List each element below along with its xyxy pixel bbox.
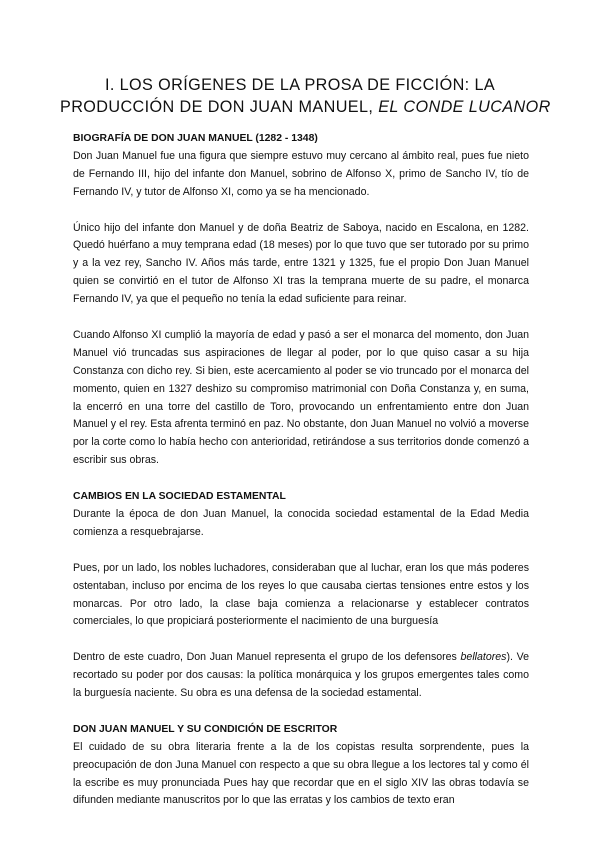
paragraph: Don Juan Manuel fue una figura que siempre estuvo muy cercano al ámbito real, pues fue nieto de Fernando III, hijo del infante don Manuel, sobrino de Alfonso X, primo de Sancho IV, tío de Fernando IV, y tutor de Alfonso XI, como ya se ha mencionado.	[73, 149, 529, 198]
section-cambios	[73, 488, 529, 703]
paragraph: Pues, por un lado, los nobles luchadores, consideraban que al luchar, eran los que más poderes ostentaban, incluso por encima de los reyes lo que causaba ciertas tensiones entre estos y los monarcas. Por otro lado, la clase baja comienza a relacionarse y establecer contratos comerciales, lo que propiciará posteriormente el nacimiento de una burguesía	[73, 561, 529, 628]
section-heading: BIOGRAFÍA DE DON JUAN MANUEL (1282 - 1348)	[73, 133, 318, 144]
document-title	[60, 74, 551, 118]
title-line-2	[60, 96, 551, 118]
section-biografia	[73, 130, 529, 470]
paragraph: El cuidado de su obra literaria frente a la de los copistas resulta sorprendente, pues la preocupación de don Juna Manuel con respecto a que su obra llegue a los lectores tal y como él la escribe es muy pronunciada Pues hay que recordar que en el siglo XIV las obras todavía se difunden mediante manuscritos por lo que las erratas y los cambios de texto eran	[73, 740, 529, 807]
italic-term: bellatores	[460, 651, 507, 664]
section-escritor	[73, 721, 529, 811]
paragraph: Durante la época de don Juan Manuel, la conocida sociedad estamental de la Edad Media comienza a resquebrajarse.	[73, 507, 529, 538]
title-line-1: I. LOS ORÍGENES DE LA PROSA DE FICCIÓN: LA	[104, 76, 496, 94]
section-heading: CAMBIOS EN LA SOCIEDAD ESTAMENTAL	[73, 491, 286, 503]
paragraph-text: Dentro de este cuadro, Don Juan Manuel representa el grupo de los defensores	[73, 651, 457, 664]
document-body	[73, 130, 529, 810]
paragraph	[73, 649, 529, 703]
paragraph-text: ). Ve recortado su poder por dos causas: la política monárquica y los grupos emergentes tales como la burguesía naciente. Su obra es una defensa de la sociedad estamental.	[73, 651, 529, 700]
title-line-2-text: PRODUCCIÓN DE DON JUAN MANUEL,	[60, 98, 374, 116]
title-work-name: EL CONDE LUCANOR	[378, 98, 551, 116]
paragraph: Único hijo del infante don Manuel y de doña Beatriz de Saboya, nacido en Escalona, en 1282. Quedó huérfano a muy temprana edad (18 meses) por lo que tuvo que ser tutorado por su primo y a la vez rey, Sancho IV. Años más tarde, entre 1321 y 1325, fue el propio Don Juan Manuel quien se convirtió en el tutor de Alfonso XI tras la temprana muerte de su padre, el monarca Fernando IV, ya que el pequeño no tenía la edad suficiente para reinar.	[73, 221, 529, 306]
paragraph: Cuando Alfonso XI cumplió la mayoría de edad y pasó a ser el monarca del momento, don Juan Manuel vió truncadas sus aspiraciones de llegar al poder, por lo que quiso casar a su hija Constanza con dicho rey. Si bien, este acercamiento al poder se vio truncado por el monarca del momento, quien en 1327 deshizo su compromiso matrimonial con Doña Constanza y, en suma, la encerró en una torre del castillo de Toro, provocando un enfrentamiento entre don Juan Manuel y el rey. Esta afrenta terminó en paz. No obstante, don Juan Manuel no volvió a moverse por la corte como lo había hecho con anterioridad, retirándose a sus territorios donde comenzó a escribir sus obras.	[73, 328, 529, 467]
section-heading: DON JUAN MANUEL Y SU CONDICIÓN DE ESCRITOR	[73, 723, 338, 735]
